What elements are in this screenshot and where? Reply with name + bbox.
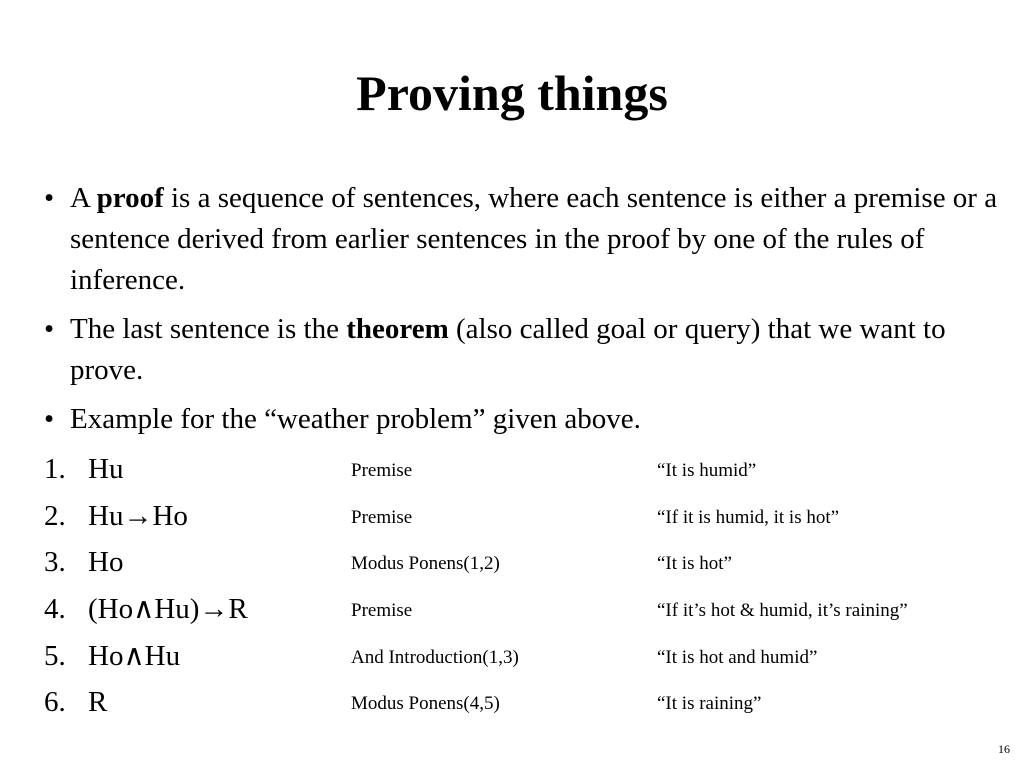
proof-step-6 (44, 682, 1004, 729)
proof-step-2 (44, 496, 1004, 543)
term-proof: proof (96, 182, 164, 214)
page-number: 16 (998, 742, 1010, 756)
step-rule: Modus Ponens(1,2) (351, 553, 500, 574)
slide-title: Proving things (356, 65, 668, 121)
step-number: 4. (44, 593, 66, 625)
step-gloss: “If it’s hot & humid, it’s raining” (657, 600, 908, 621)
step-rule: Premise (351, 460, 413, 481)
step-number: 1. (44, 453, 66, 485)
bullet-dot: • (44, 403, 55, 435)
bullet-item-example (44, 399, 1004, 440)
bullet-text-start: The last sentence is the (70, 313, 347, 345)
bullet-text-end: (also called goal or query) that we want to prove. (70, 313, 946, 386)
proof-step-1 (44, 449, 1004, 496)
step-number: 3. (44, 546, 66, 578)
step-formula: Hu (88, 453, 124, 485)
step-formula: R (88, 686, 108, 718)
step-formula: Ho∧Hu (88, 640, 181, 672)
bullet-text-start: A (70, 182, 97, 214)
term-theorem: theorem (346, 313, 449, 345)
bullet-list (44, 178, 1004, 448)
step-formula: Ho (88, 546, 124, 578)
bullet-text: Example for the “weather problem” given above. (70, 403, 641, 435)
step-gloss: “It is humid” (657, 460, 757, 481)
proof-step-4 (44, 589, 1004, 636)
step-gloss: “It is hot and humid” (657, 647, 818, 668)
step-number: 5. (44, 640, 66, 672)
step-rule: Premise (351, 507, 413, 528)
step-number: 6. (44, 686, 66, 718)
step-formula: Hu→Ho (88, 500, 188, 532)
step-number: 2. (44, 500, 66, 532)
bullet-dot: • (44, 313, 55, 345)
bullet-item-proof-definition (44, 178, 1004, 301)
bullet-dot: • (44, 182, 55, 214)
proof-step-3 (44, 542, 1004, 589)
step-gloss: “It is hot” (657, 553, 732, 574)
step-gloss: “It is raining” (657, 693, 762, 714)
step-rule: Premise (351, 600, 413, 621)
proof-step-5 (44, 636, 1004, 683)
step-formula: (Ho∧Hu)→R (88, 593, 248, 625)
bullet-text-end: is a sequence of sentences, where each sentence is either a premise or a sentence derived from earlier sentences in the proof by one of the rules of inference. (70, 182, 998, 296)
step-gloss: “If it is humid, it is hot” (657, 507, 840, 528)
step-rule: And Introduction(1,3) (351, 647, 519, 668)
step-rule: Modus Ponens(4,5) (351, 693, 500, 714)
bullet-item-theorem-definition (44, 309, 1004, 391)
